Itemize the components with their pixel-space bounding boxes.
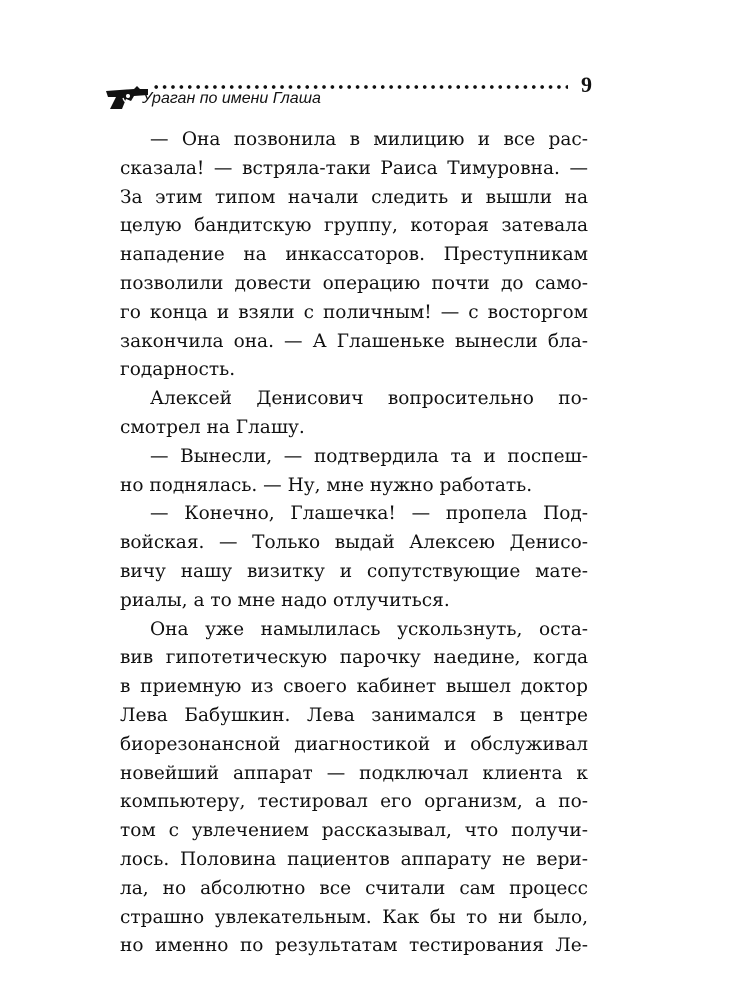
paragraph <box>120 385 588 443</box>
paragraph <box>120 443 588 501</box>
paragraph <box>120 500 588 615</box>
text-line: войская. — Только выдай Алексею Денисо- <box>120 532 588 554</box>
text-line: страшно увлекательным. Как бы то ни было, <box>120 906 588 928</box>
text-line: лось. Половина пациентов аппарату не вери- <box>120 848 588 870</box>
text-line: нападение на инкассаторов. Преступникам <box>120 244 588 266</box>
text-line: но поднялась. — Ну, мне нужно работать. <box>120 474 533 496</box>
text-line: годарность. <box>120 359 236 381</box>
text-line: новейший аппарат — подключал клиента к <box>120 762 588 784</box>
text-line: в приемную из своего кабинет вышел доктор <box>120 676 588 698</box>
text-line: целую бандитскую группу, которая затевала <box>120 215 588 237</box>
text-line: риалы, а то мне надо отлучиться. <box>120 589 450 611</box>
text-line: — Конечно, Глашечка! — пропела Под- <box>150 503 588 525</box>
text-line: Лева Бабушкин. Лева занимался в центре <box>120 704 588 726</box>
text-line: Алексей Денисович вопросительно по- <box>150 388 588 410</box>
text-line: За этим типом начали следить и вышли на <box>120 186 588 208</box>
text-line: смотрел на Глашу. <box>120 416 305 438</box>
text-line: компьютеру, тестировал его организм, а по- <box>120 791 588 813</box>
text-line: — Она позвонила в милицию и все рас- <box>150 129 588 150</box>
paragraph <box>120 616 588 962</box>
page-header <box>104 72 592 116</box>
text-line: но именно по результатам тестирования Ле- <box>120 935 588 957</box>
running-title: Ураган по имени Глаша <box>142 90 321 107</box>
text-line: биорезонансной диагностикой и обслуживал <box>120 733 588 755</box>
text-line: ла, но абсолютно все считали сам процесс <box>120 877 588 899</box>
text-line: — Вынесли, — подтвердила та и поспеш- <box>150 445 588 467</box>
text-line: вив гипотетическую парочку наедине, когда <box>120 647 588 669</box>
text-line: Она уже намылилась ускользнуть, оста- <box>150 618 588 640</box>
text-line: вичу нашу визитку и сопутствующие мате- <box>120 560 588 582</box>
text-line: позволили довести операцию почти до само- <box>120 272 588 294</box>
body-text <box>120 126 588 961</box>
text-line: том с увлечением рассказывал, что получи- <box>120 820 588 842</box>
paragraph <box>120 126 588 385</box>
text-line: закончила она. — А Глашеньке вынесли бла- <box>120 330 588 352</box>
text-line: го конца и взяли с поличным! — с восторгом <box>120 301 588 323</box>
page-number: 9 <box>581 72 592 97</box>
text-line: сказала! — встряла-таки Раиса Тимуровна. — <box>120 157 588 179</box>
